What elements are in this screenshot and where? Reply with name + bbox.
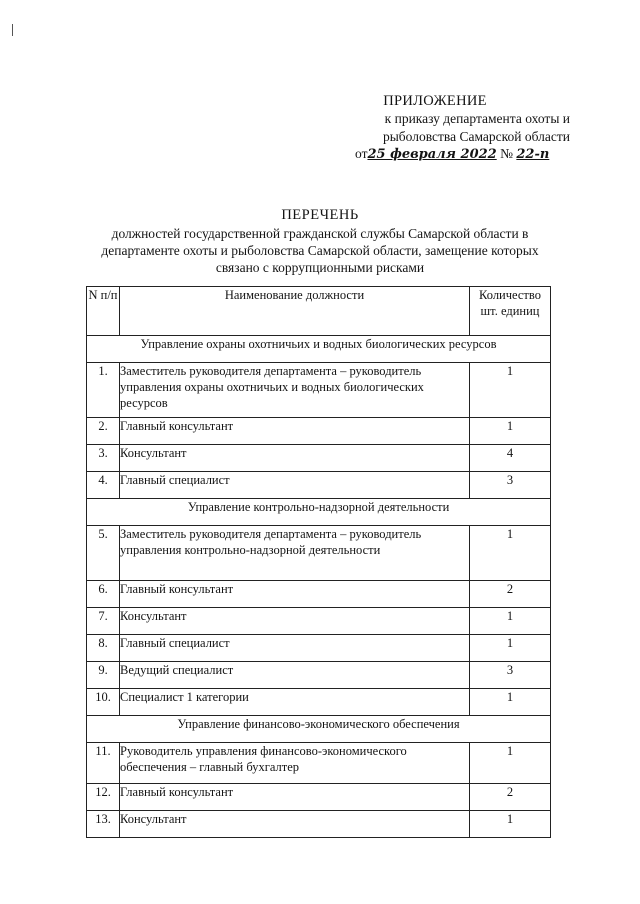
- table-row: [87, 743, 551, 784]
- table-row: [87, 526, 551, 581]
- list-title-line-3: связано с коррупционными рисками: [215, 260, 425, 275]
- section-title: Управление финансово-экономического обеспечения: [87, 716, 551, 743]
- row-qty: 2: [470, 581, 551, 608]
- row-qty: 1: [470, 811, 551, 838]
- table-row: [87, 662, 551, 689]
- row-name: Главный консультант: [120, 784, 470, 811]
- header-num: N п/п: [87, 287, 120, 336]
- positions-table: [86, 286, 551, 838]
- table-row: [87, 418, 551, 445]
- section-row: [87, 336, 551, 363]
- row-num: 12.: [87, 784, 120, 811]
- row-name: Ведущий специалист: [120, 662, 470, 689]
- row-qty: 3: [470, 662, 551, 689]
- order-prefix: от: [355, 146, 368, 161]
- row-num: 7.: [87, 608, 120, 635]
- table-row: [87, 581, 551, 608]
- row-name: Консультант: [120, 445, 470, 472]
- table-row: [87, 472, 551, 499]
- row-num: 6.: [87, 581, 120, 608]
- row-num: 13.: [87, 811, 120, 838]
- table-header-row: [87, 287, 551, 336]
- order-date: 25 февраля 2022: [367, 147, 497, 162]
- row-name: Главный специалист: [120, 472, 470, 499]
- row-qty: 1: [470, 418, 551, 445]
- appendix-line-2: рыболовства Самарской области: [382, 129, 570, 144]
- row-qty: 2: [470, 784, 551, 811]
- table-row: [87, 635, 551, 662]
- row-name: Заместитель руководителя департамента – руководитель управления контрольно-надзорной деятельности: [120, 526, 470, 581]
- row-name: Консультант: [120, 608, 470, 635]
- order-reference: [355, 146, 570, 162]
- row-num: 11.: [87, 743, 120, 784]
- row-num: 10.: [87, 689, 120, 716]
- table-row: [87, 689, 551, 716]
- row-num: 8.: [87, 635, 120, 662]
- list-title-line-2: департаменте охоты и рыболовства Самарской области, замещение которых: [101, 243, 539, 258]
- row-qty: 4: [470, 445, 551, 472]
- row-name: Главный консультант: [120, 581, 470, 608]
- row-qty: 1: [470, 363, 551, 418]
- row-name: Специалист 1 категории: [120, 689, 470, 716]
- row-num: 4.: [87, 472, 120, 499]
- row-num: 9.: [87, 662, 120, 689]
- row-name: Консультант: [120, 811, 470, 838]
- row-qty: 1: [470, 608, 551, 635]
- header-qty: Количество шт. единиц: [470, 287, 551, 336]
- page-edge-mark: [12, 24, 13, 36]
- order-number: 22-п: [516, 147, 550, 162]
- section-row: [87, 716, 551, 743]
- row-name: Заместитель руководителя департамента – руководитель управления охраны охотничьих и водных биологических ресурсов: [120, 363, 470, 418]
- section-title: Управление охраны охотничьих и водных биологических ресурсов: [87, 336, 551, 363]
- row-name: Руководитель управления финансово-экономического обеспечения – главный бухгалтер: [120, 743, 470, 784]
- list-title-line-1: должностей государственной гражданской службы Самарской области в: [111, 226, 529, 241]
- row-num: 3.: [87, 445, 120, 472]
- row-name: Главный консультант: [120, 418, 470, 445]
- order-number-label: №: [500, 146, 513, 161]
- row-qty: 1: [470, 743, 551, 784]
- row-num: 1.: [87, 363, 120, 418]
- row-num: 2.: [87, 418, 120, 445]
- header-name: Наименование должности: [120, 287, 470, 336]
- table-row: [87, 445, 551, 472]
- row-num: 5.: [87, 526, 120, 581]
- table-row: [87, 608, 551, 635]
- section-title: Управление контрольно-надзорной деятельности: [87, 499, 551, 526]
- row-qty: 1: [470, 635, 551, 662]
- appendix-line-1: к приказу департамента охоты и: [384, 111, 570, 126]
- section-row: [87, 499, 551, 526]
- list-title-block: [80, 207, 560, 276]
- table-row: [87, 363, 551, 418]
- appendix-block: [300, 92, 570, 146]
- row-name: Главный специалист: [120, 635, 470, 662]
- list-heading: ПЕРЕЧЕНЬ: [281, 207, 359, 223]
- row-qty: 1: [470, 689, 551, 716]
- row-qty: 1: [470, 526, 551, 581]
- row-qty: 3: [470, 472, 551, 499]
- table-row: [87, 784, 551, 811]
- table-row: [87, 811, 551, 838]
- appendix-title: ПРИЛОЖЕНИЕ: [383, 93, 487, 109]
